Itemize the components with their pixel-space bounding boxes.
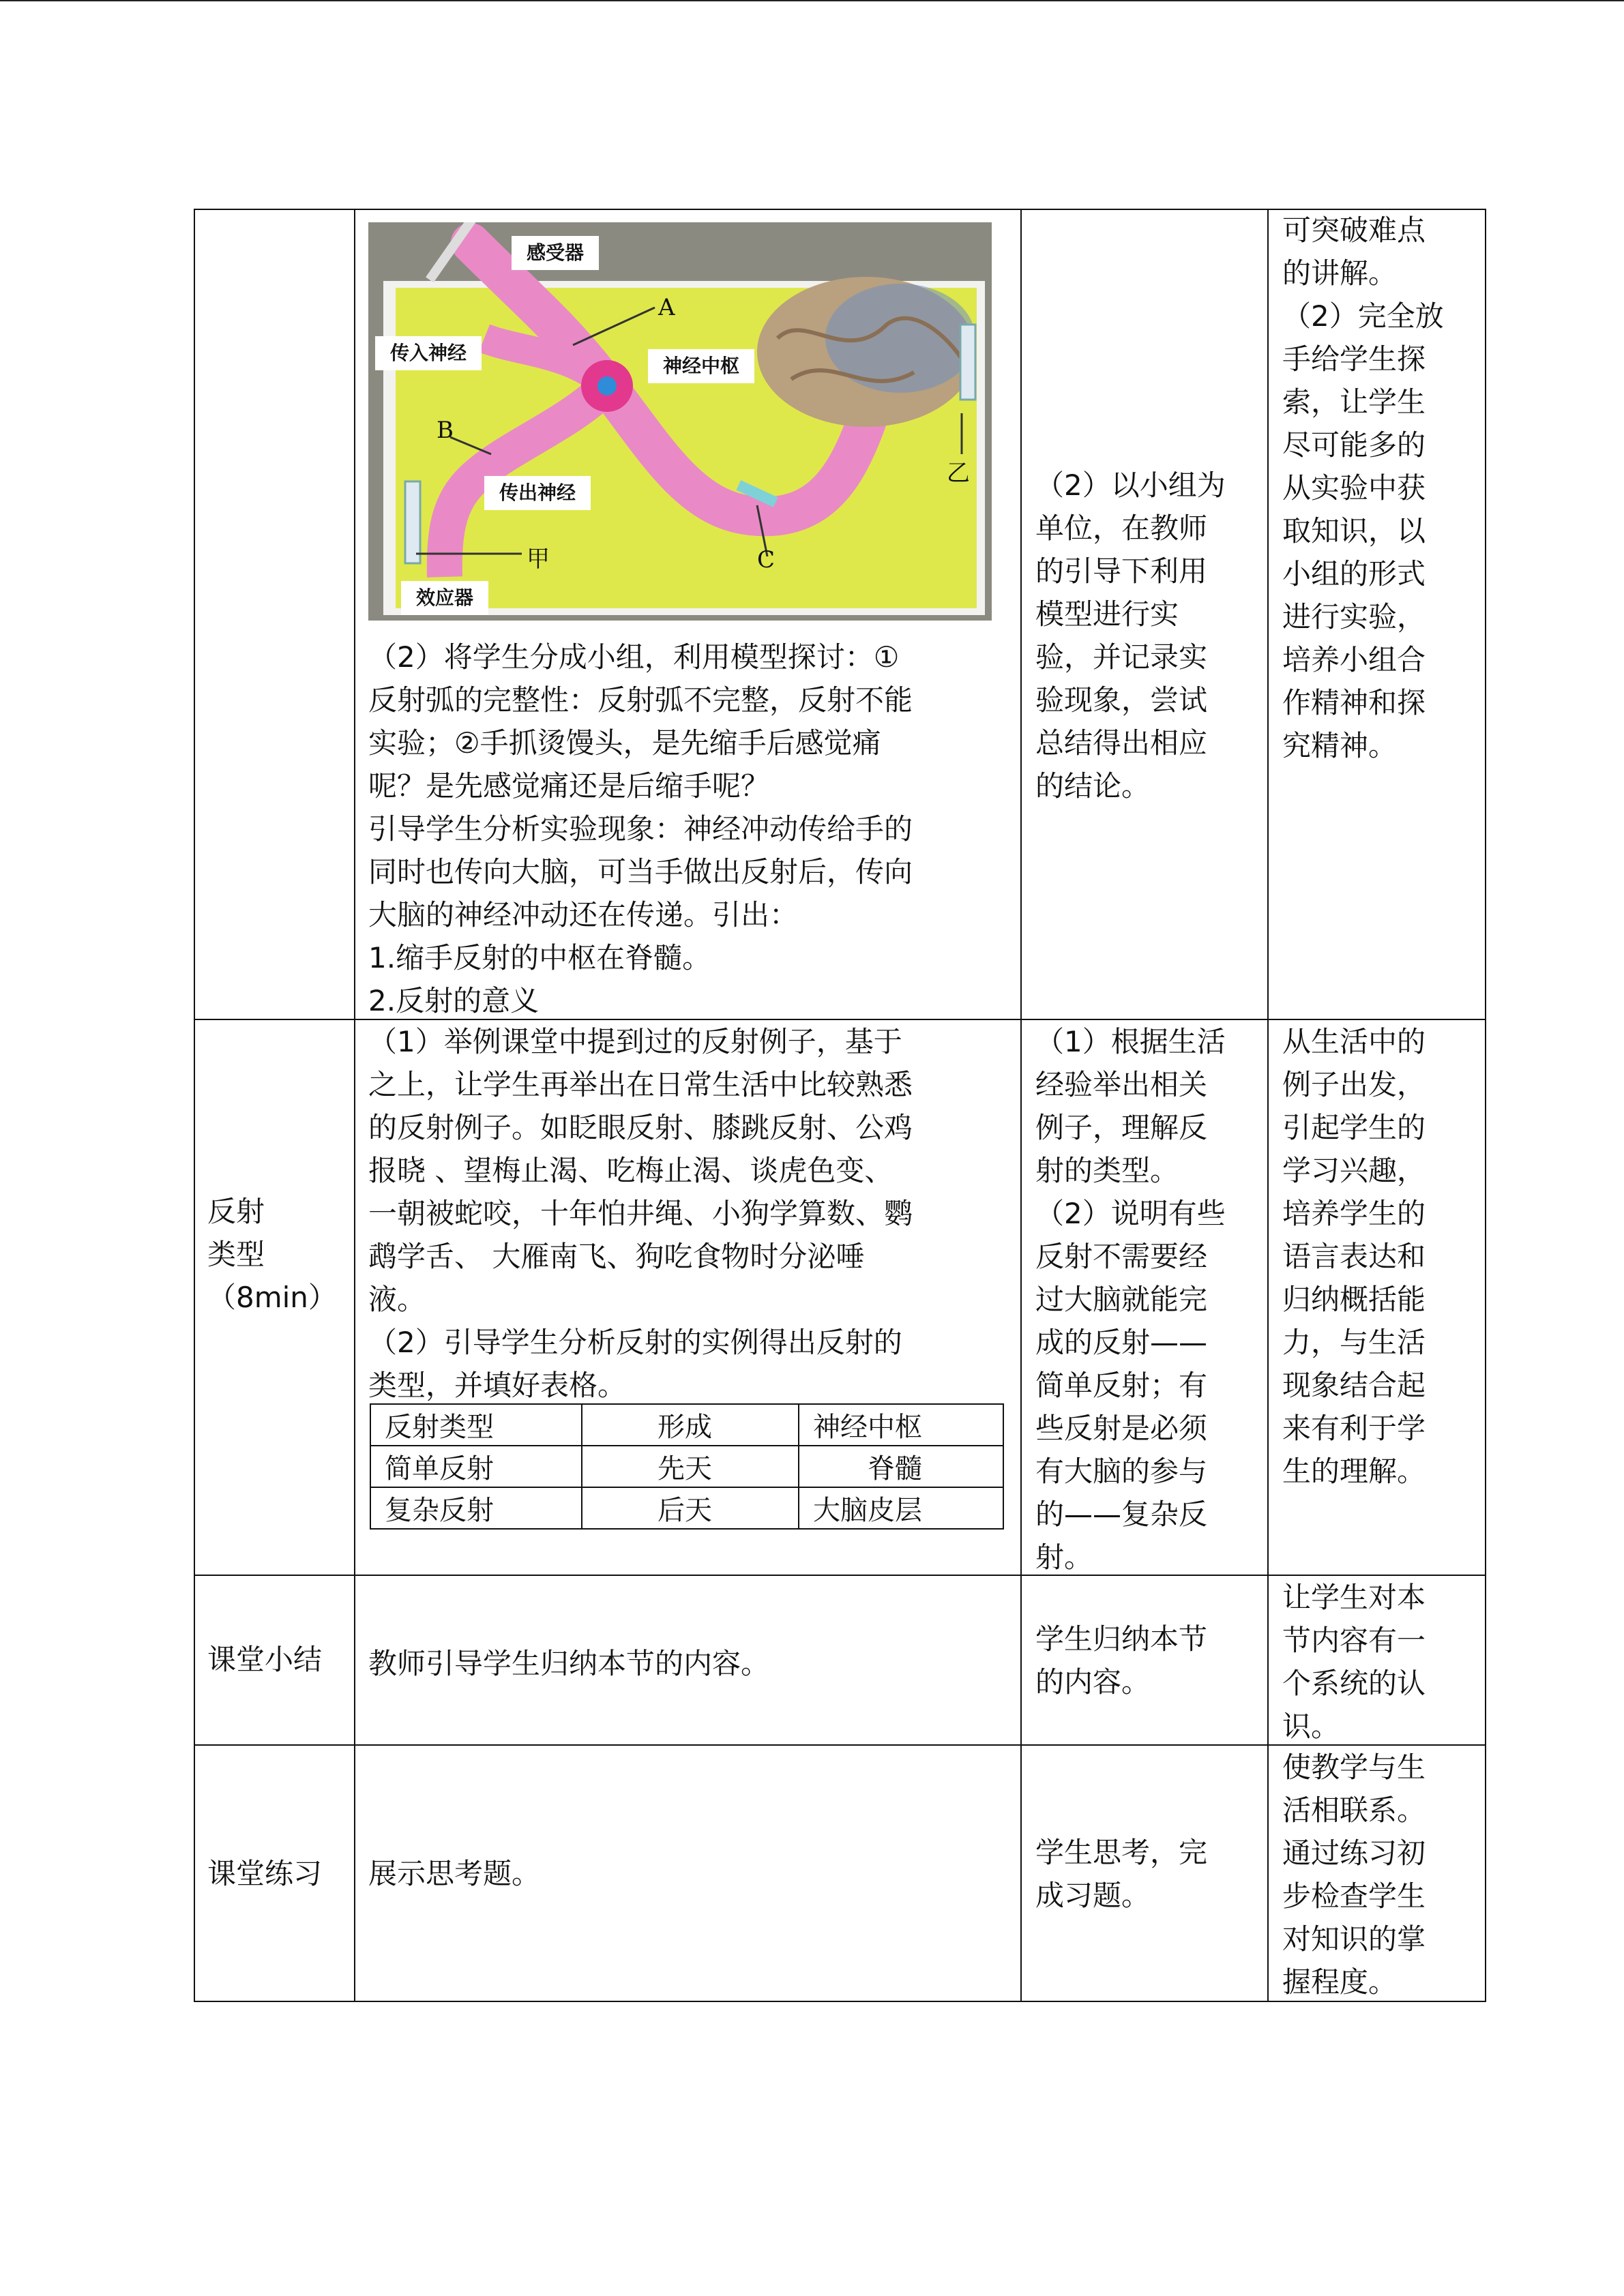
text-line: 液。 [368,1283,426,1316]
text-line: 学生归纳本节 [1035,1622,1208,1656]
text-line: 单位，在教师 [1035,511,1208,545]
text-line: 验现象，尝试 [1035,683,1208,717]
text-line: 学习兴趣， [1282,1154,1426,1187]
table-cell: 先天 [582,1446,799,1487]
col-divider-1 [354,209,355,2002]
text-line: 让学生对本 [1282,1581,1426,1614]
text-line: （2）将学生分成小组，利用模型探讨：① [368,640,900,674]
letter-jia: 甲 [527,546,550,573]
letter-a: A [658,294,675,321]
reflex-arc-model-illustration [368,222,992,621]
text-line: 使教学与生 [1282,1750,1426,1784]
table-cell: 简单反射 [370,1446,582,1487]
text-line: 语言表达和 [1282,1240,1426,1273]
reflex-type-table [370,1403,1004,1530]
text-line: 的引导下利用 [1035,554,1208,588]
text-line: 学生思考，完 [1035,1836,1208,1869]
text-line: （2）以小组为 [1035,468,1226,502]
table-header-cell: 形成 [582,1404,799,1446]
text-line: 反射不需要经 [1035,1240,1208,1273]
text-line: （1）举例课堂中提到过的反射例子，基于 [368,1025,902,1058]
reflex-arc-model-photo [368,222,992,621]
text-line: 究精神。 [1282,729,1398,762]
label-afferent: 传入神经 [375,336,482,370]
table-header-cell: 反射类型 [370,1404,582,1446]
row4-stage: 课堂练习 [207,1857,323,1890]
text-line: 验，并记录实 [1035,640,1208,674]
text-line: 握程度。 [1282,1965,1398,1999]
text-line: 引起学生的 [1282,1111,1426,1144]
row2-student-activity [1035,1020,1265,1579]
row2-teacher-activity [368,1020,1016,1407]
table-left-border [194,209,195,2002]
spinal-center-core [597,376,617,396]
text-line: 的内容。 [1035,1665,1151,1699]
text-line: 简单反射；有 [1035,1369,1208,1402]
table-cell: 复杂反射 [370,1487,582,1529]
row4-student-activity [1035,1831,1265,1917]
text-line: 成的反射—— [1035,1326,1208,1359]
label-efferent: 传出神经 [484,476,591,510]
col-divider-3 [1267,209,1269,2002]
text-line: （1）根据生活 [1035,1025,1226,1058]
text-line: 培养小组合 [1282,643,1426,676]
row3-student-activity [1035,1617,1265,1703]
table-header-row [370,1404,1003,1446]
text-line: 之上，让学生再举出在日常生活中比较熟悉 [368,1068,913,1101]
text-line: 从实验中获 [1282,471,1426,505]
row1-student-activity [1035,464,1265,807]
text-line: 2.反射的意义 [368,984,540,1017]
text-line: （2）说明有些 [1035,1197,1226,1230]
text-line: 力，与生活 [1282,1326,1426,1359]
text-line: 大脑的神经冲动还在传递。引出： [368,898,799,931]
table-header-cell: 神经中枢 [799,1404,1003,1446]
row3-design-intent [1282,1576,1483,1748]
text-line: 个系统的认 [1282,1667,1426,1700]
text-line: 总结得出相应 [1035,726,1208,760]
label-center: 神经中枢 [648,349,754,383]
row4-design-intent [1282,1746,1483,2003]
top-border-line [0,0,1624,1]
row3-stage: 课堂小结 [207,1643,323,1676]
row1-design-intent [1282,209,1483,767]
table-right-border [1485,209,1486,2002]
text-line: （2）引导学生分析反射的实例得出反射的 [368,1326,902,1359]
text-line: 通过练习初 [1282,1836,1426,1870]
text-line: 的讲解。 [1282,256,1398,290]
text-line: 例子出发， [1282,1068,1426,1101]
row2-stage [207,1190,352,1319]
text-line: 鹉学舌、 大雁南飞、狗吃食物时分泌唾 [368,1240,865,1273]
text-line: 节内容有一 [1282,1624,1426,1657]
text-line: 尽可能多的 [1282,428,1426,462]
tube-left [405,481,420,563]
text-line: 归纳概括能 [1282,1283,1426,1316]
table-cell: 大脑皮层 [799,1487,1003,1529]
row1-teacher-activity [368,636,1016,1022]
text-line: （8min） [207,1281,337,1314]
row3-teacher-activity: 教师引导学生归纳本节的内容。 [368,1647,770,1680]
text-line: 成习题。 [1035,1879,1151,1912]
text-line: 手给学生探 [1282,342,1426,376]
text-line: 1.缩手反射的中枢在脊髓。 [368,941,711,974]
text-line: 生的理解。 [1282,1455,1426,1488]
row2-design-intent [1282,1020,1483,1493]
text-line: 有大脑的参与 [1035,1455,1208,1488]
col-divider-2 [1020,209,1022,2002]
text-line: 对知识的掌 [1282,1922,1426,1956]
text-line: 培养学生的 [1282,1197,1426,1230]
label-receptor: 感受器 [512,236,599,270]
text-line: 些反射是必须 [1035,1412,1208,1445]
text-line: 射。 [1035,1540,1093,1574]
table-row [370,1446,1003,1487]
label-effector: 效应器 [401,581,488,615]
text-line: 的结论。 [1035,769,1151,803]
text-line: 反射弧的完整性：反射弧不完整，反射不能 [368,683,913,717]
text-line: 报晓 、望梅止渴、吃梅止渴、谈虎色变、 [368,1154,894,1187]
text-line: 一朝被蛇咬，十年怕井绳、小狗学算数、鹦 [368,1197,913,1230]
text-line: 经验举出相关 [1035,1068,1208,1101]
text-line: 来有利于学 [1282,1412,1426,1445]
tube-right [960,325,975,400]
text-line: 同时也传向大脑，可当手做出反射后，传向 [368,855,913,889]
text-line: 呢？是先感觉痛还是后缩手呢？ [368,769,770,803]
text-line: 步检查学生 [1282,1879,1426,1913]
text-line: 射的类型。 [1035,1154,1179,1187]
letter-b: B [437,417,454,444]
text-line: 作精神和探 [1282,686,1426,719]
text-line: 实验；②手抓烫馒头，是先缩手后感觉痛 [368,726,881,760]
text-line: 进行实验， [1282,600,1426,633]
row4-teacher-activity: 展示思考题。 [368,1857,541,1890]
text-line: （2）完全放 [1282,299,1444,333]
text-line: 例子，理解反 [1035,1111,1208,1144]
text-line: 索，让学生 [1282,385,1426,419]
text-line: 小组的形式 [1282,557,1426,591]
text-line: 可突破难点 [1282,213,1426,247]
text-line: 活相联系。 [1282,1793,1426,1827]
text-line: 从生活中的 [1282,1025,1426,1058]
text-line: 引导学生分析实验现象：神经冲动传给手的 [368,812,913,846]
text-line: 反射 [207,1195,265,1228]
text-line: 类型 [207,1238,265,1271]
text-line: 的反射例子。如眨眼反射、膝跳反射、公鸡 [368,1111,913,1144]
letter-c: C [757,546,776,573]
table-row [370,1487,1003,1529]
text-line: 过大脑就能完 [1035,1283,1208,1316]
table-cell: 脊髓 [799,1446,1003,1487]
letter-yi: 乙 [947,460,970,487]
text-line: 现象结合起 [1282,1369,1426,1402]
text-line: 识。 [1282,1710,1340,1743]
text-line: 取知识，以 [1282,514,1426,548]
text-line: 类型，并填好表格。 [368,1369,627,1402]
text-line: 的——复杂反 [1035,1497,1208,1531]
table-cell: 后天 [582,1487,799,1529]
text-line: 模型进行实 [1035,597,1179,631]
